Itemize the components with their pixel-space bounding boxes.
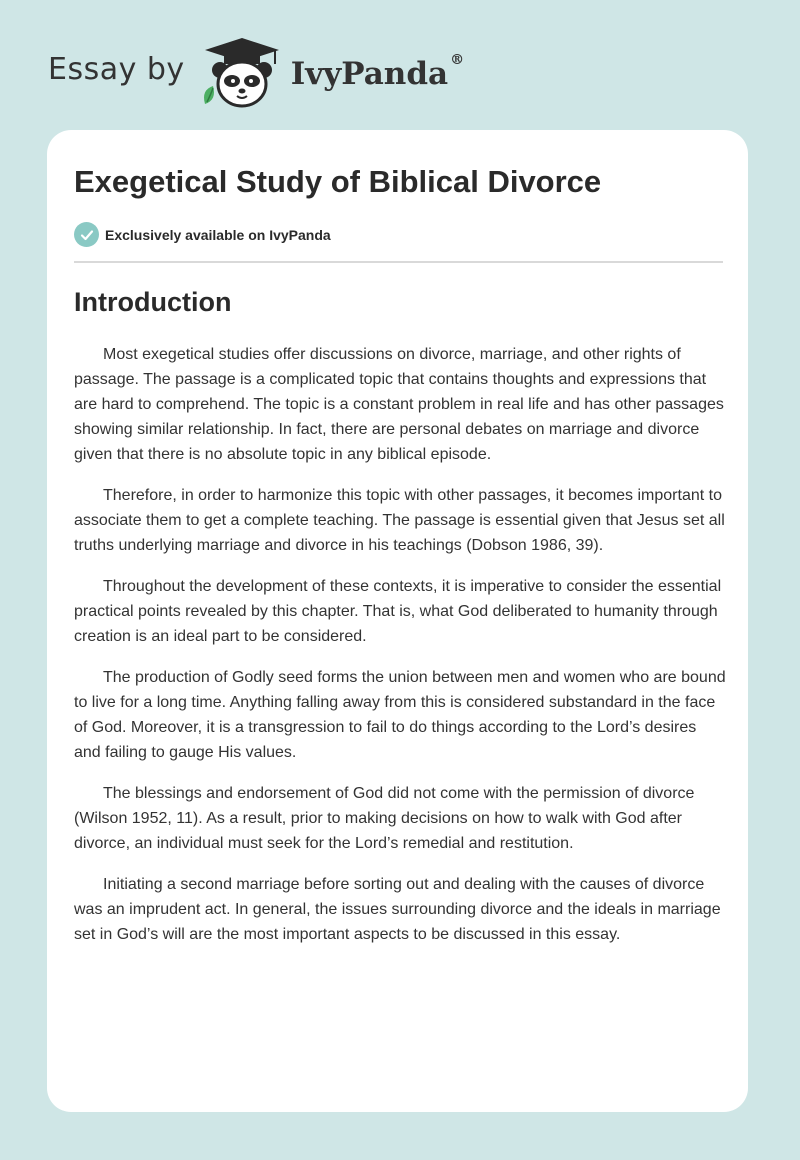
brand-name: IvyPanda ® [290, 52, 465, 92]
section-heading: Introduction [74, 287, 232, 317]
checkmark-icon [74, 222, 99, 247]
divider [74, 261, 723, 263]
essay-title: Exegetical Study of Biblical Divorce [74, 164, 602, 199]
paragraph: Initiating a second marriage before sorting out and dealing with the causes of divorce was an imprudent act. In general, the issues surrounding divorce and the ideals in marriage set in God’s will are the most important aspects to be discussed in this essay. [74, 876, 721, 943]
essay-body [74, 342, 726, 963]
paragraph: The blessings and endorsement of God did not come with the permission of divorce (Wilson 1952, 11). As a result, prior to making decisions on how to walk with God after divorce, an individual must seek for the Lord’s remedial and restitution. [74, 785, 695, 852]
exclusive-badge [74, 222, 331, 247]
panda-graduate-icon [199, 34, 285, 110]
brand-prefix: Essay by [48, 51, 185, 87]
paragraph: Therefore, in order to harmonize this topic with other passages, it becomes important to associate them to get a complete teaching. The passage is essential given that Jesus set all truths underlying marriage and divorce in his teachings (Dobson 1986, 39). [74, 487, 725, 554]
paragraph: The production of Godly seed forms the union between men and women who are bound to live for a long time. Anything falling away from this is considered substandard in the face of God. Moreover, it is a transgression to fail to do things according to the Lord’s desires and failing to gauge His values. [74, 669, 726, 761]
essay-card [47, 130, 748, 1112]
brand-logo[interactable] [48, 34, 464, 110]
paragraph: Most exegetical studies offer discussions on divorce, marriage, and other rights of passage. The passage is a complicated topic that contains thoughts and expressions that are hard to comprehend. The topic is a constant problem in real life and has other passages showing similar relationship. In fact, there are personal debates on marriage and divorce given that there is no absolute topic in any biblical episode. [74, 346, 724, 463]
paragraph: Throughout the development of these contexts, it is imperative to consider the essential practical points revealed by this chapter. That is, what God deliberated to humanity through creation is an ideal part to be considered. [74, 578, 722, 645]
exclusive-badge-text: Exclusively available on IvyPanda [105, 226, 331, 243]
